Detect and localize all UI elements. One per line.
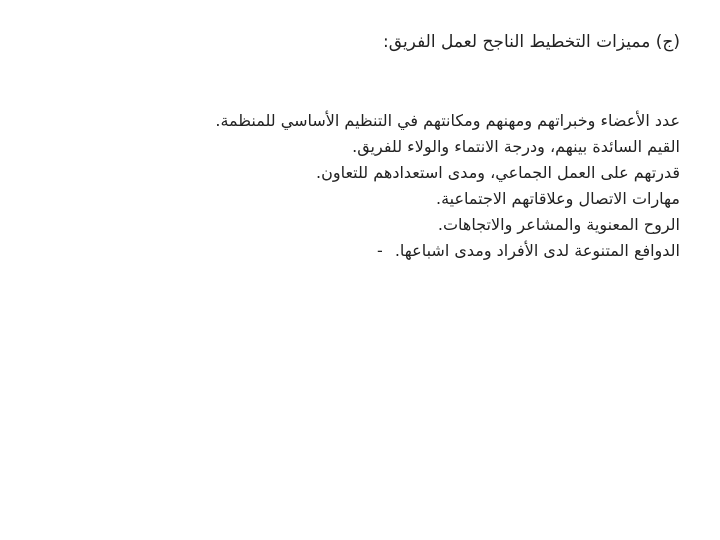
list-item-text: القيم السائدة بينهم، ودرجة الانتماء والولاء للفريق. bbox=[352, 136, 680, 156]
list-item bbox=[40, 107, 680, 133]
slide-heading: (ج) مميزات التخطيط الناجح لعمل الفريق: bbox=[383, 32, 680, 52]
list-item-text: مهارات الاتصال وعلاقاتهم الاجتماعية. bbox=[436, 188, 680, 208]
list-item-text: الدوافع المتنوعة لدى الأفراد ومدى اشباعها. bbox=[394, 240, 680, 260]
list-item bbox=[40, 185, 680, 211]
list-item-text: قدرتهم على العمل الجماعي، ومدى استعدادهم للتعاون. bbox=[316, 162, 680, 182]
list-item-text: الروح المعنوية والمشاعر والاتجاهات. bbox=[437, 214, 680, 234]
list-item bbox=[40, 159, 680, 185]
list-item bbox=[40, 237, 680, 263]
list-item-text: عدد الأعضاء وخبراتهم ومهنهم ومكانتهم في التنظيم الأساسي للمنظمة. bbox=[215, 110, 680, 130]
list-item bbox=[40, 133, 680, 159]
list-item bbox=[40, 211, 680, 237]
list-item-dash: - bbox=[377, 240, 383, 260]
features-list bbox=[40, 107, 680, 263]
